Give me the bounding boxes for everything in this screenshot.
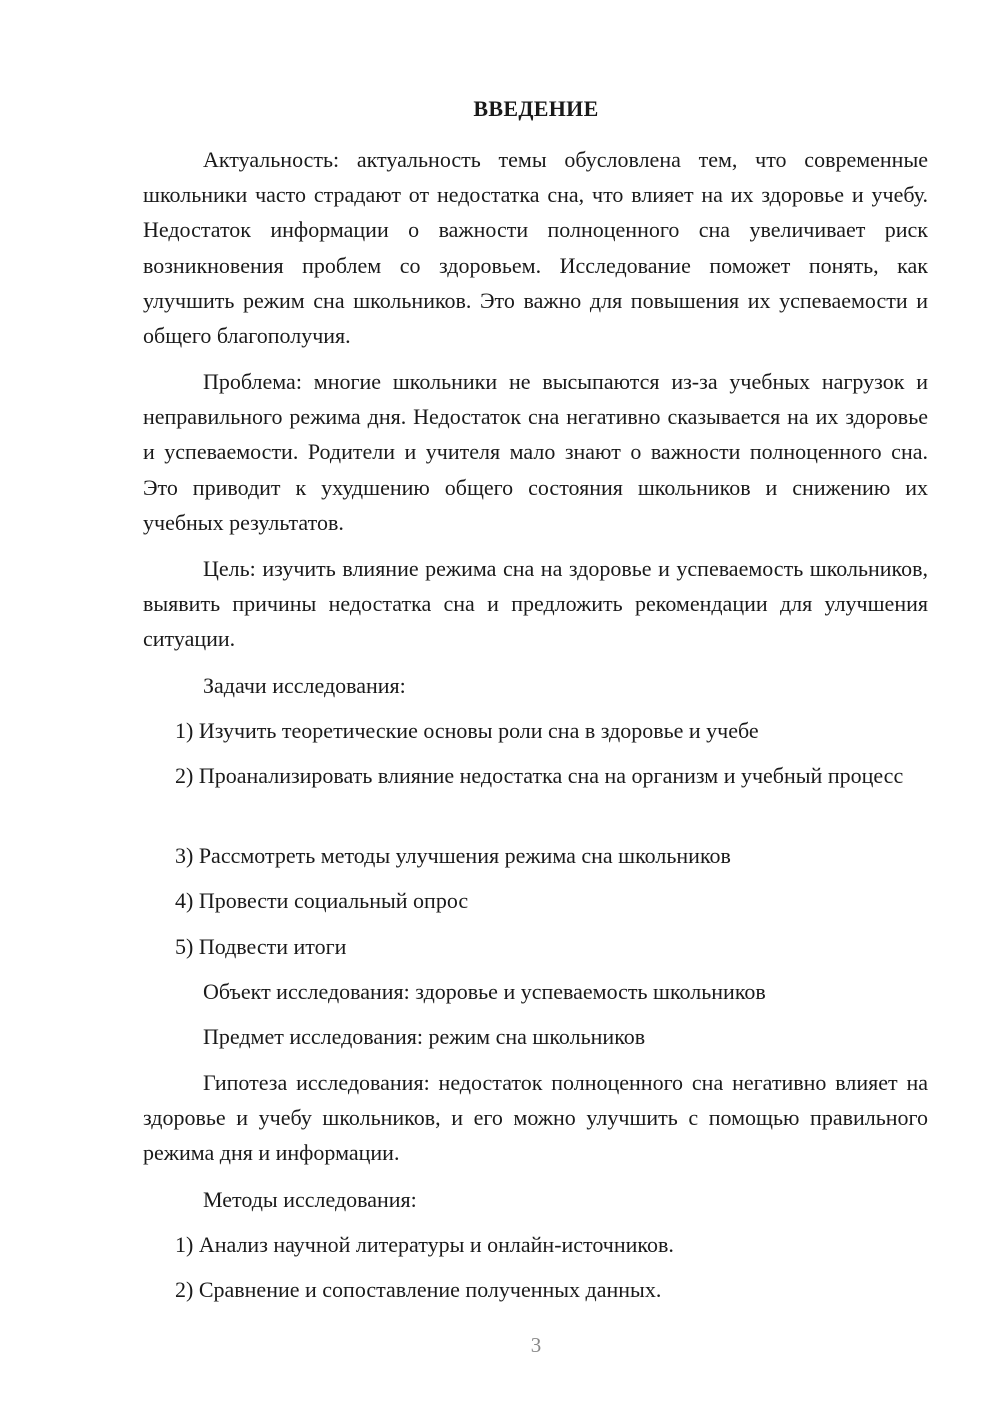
section-heading: ВВЕДЕНИЕ (473, 96, 599, 121)
subject-line: Предмет исследования: режим сна школьников (203, 1024, 646, 1049)
task-item-4: 4) Провести социальный опрос (175, 888, 469, 913)
goal-paragraph: Цель: изучить влияние режима сна на здоровье и успеваемость школьников, выявить причины недостатка сна и предложить рекомендации для улучшения ситуации. (143, 556, 928, 652)
task-item-3: 3) Рассмотреть методы улучшения режима сна школьников (175, 843, 731, 868)
methods-heading: Методы исследования: (203, 1187, 417, 1212)
object-line: Объект исследования: здоровье и успеваемость школьников (203, 979, 766, 1004)
task-item-1: 1) Изучить теоретические основы роли сна в здоровье и учебе (175, 718, 759, 743)
method-item-1: 1) Анализ научной литературы и онлайн-источников. (175, 1232, 674, 1257)
task-item-2: 2) Проанализировать влияние недостатка сна на организм и учебный процесс (175, 763, 904, 788)
page-number: 3 (530, 1333, 542, 1357)
task-item-5: 5) Подвести итоги (175, 934, 347, 959)
method-item-2: 2) Сравнение и сопоставление полученных данных. (175, 1277, 662, 1302)
relevance-paragraph: Актуальность: актуальность темы обусловлена тем, что современные школьники часто страдают от недостатка сна, что влияет на их здоровье и учебу. Недостаток информации о важности полноценного сна увеличивает риск возникновения проблем со здоровьем. Исследование поможет понять, как улучшить режим сна школьников. Это важно для повышения их успеваемости и общего благополучия. (143, 147, 928, 349)
hypothesis-paragraph: Гипотеза исследования: недостаток полноценного сна негативно влияет на здоровье и учебу школьников, и его можно улучшить с помощью правильного режима дня и информации. (143, 1070, 928, 1166)
problem-paragraph: Проблема: многие школьники не высыпаются из-за учебных нагрузок и неправильного режима дня. Недостаток сна негативно сказывается на их здоровье и успеваемости. Родители и учителя мало знают о важности полноценного сна. Это приводит к ухудшению общего состояния школьников и снижению их учебных результатов. (143, 369, 928, 535)
tasks-heading: Задачи исследования: (203, 673, 406, 698)
